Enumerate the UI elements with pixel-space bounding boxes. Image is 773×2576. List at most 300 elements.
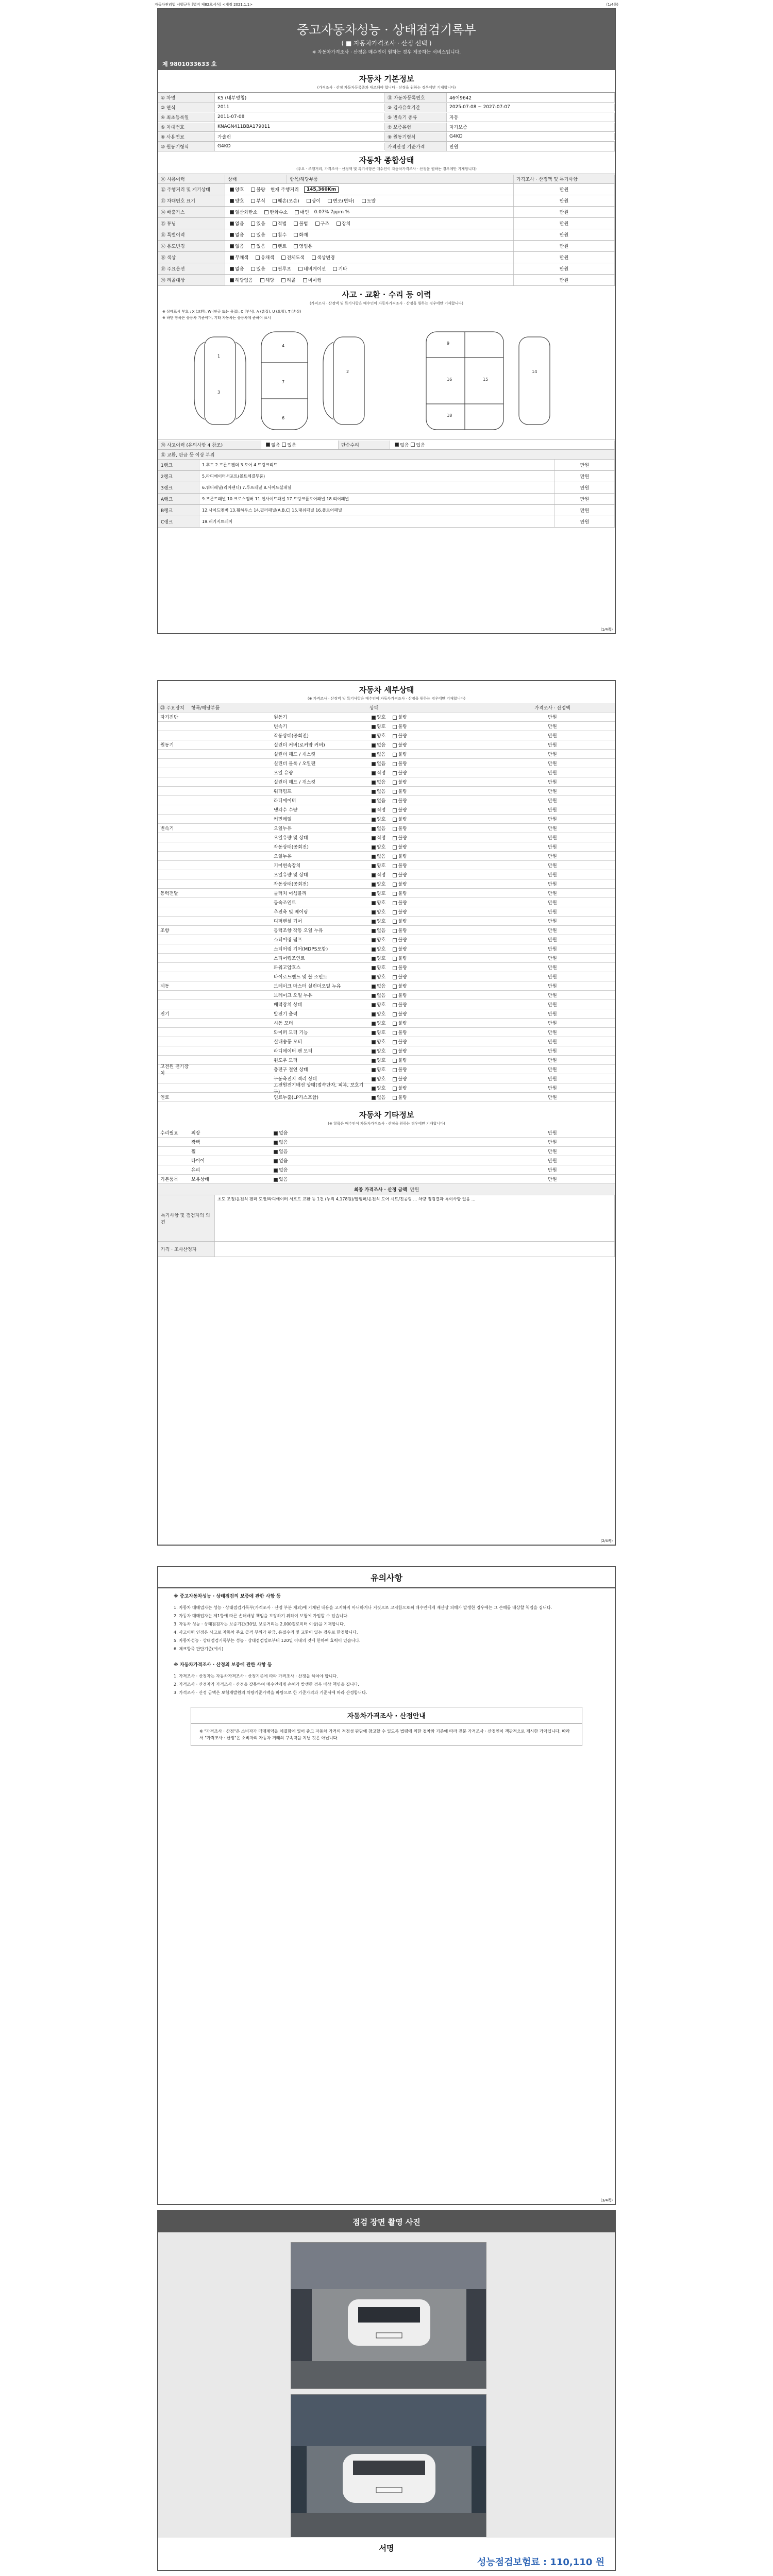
detail-row bbox=[158, 777, 615, 787]
other-price: 만원 bbox=[548, 1168, 557, 1173]
checkbox-icon[interactable] bbox=[298, 267, 303, 271]
detail-price: 만원 bbox=[548, 901, 557, 906]
checkbox-label: 있음 bbox=[256, 244, 265, 249]
checkbox-label: 렌트 bbox=[277, 244, 287, 249]
detail-state-alt: 불량 bbox=[398, 1040, 407, 1045]
checkbox-icon[interactable] bbox=[372, 892, 376, 896]
checkbox-icon[interactable] bbox=[372, 1059, 376, 1063]
other-group: 수리필요 bbox=[160, 1131, 178, 1136]
status-row-price: 만원 bbox=[514, 195, 615, 206]
checkbox-icon[interactable] bbox=[372, 1022, 376, 1026]
svg-text:9: 9 bbox=[447, 341, 450, 346]
status-row bbox=[158, 207, 615, 218]
other-row bbox=[158, 1165, 615, 1175]
rank-name: 1랭크 bbox=[158, 460, 199, 470]
checkbox-label: 썬루프 bbox=[277, 267, 291, 272]
checkbox-icon[interactable] bbox=[372, 1096, 376, 1100]
detail-item: 연료누출(LP가스포함) bbox=[274, 1095, 319, 1100]
detail-state-label: 없음 bbox=[377, 984, 386, 989]
detail-state bbox=[369, 843, 534, 850]
status-rows bbox=[158, 184, 615, 286]
checkbox-icon[interactable] bbox=[393, 762, 397, 766]
checkbox-icon[interactable] bbox=[312, 256, 316, 260]
detail-state-alt: 불량 bbox=[398, 919, 407, 924]
checkbox-icon[interactable] bbox=[274, 1131, 278, 1136]
checkbox-icon[interactable] bbox=[251, 244, 255, 248]
basic-info-value: 자가보증 bbox=[447, 123, 615, 131]
detail-state bbox=[369, 880, 534, 887]
checkbox-icon[interactable] bbox=[393, 845, 397, 850]
checkbox-icon[interactable] bbox=[372, 966, 376, 970]
checkbox-icon[interactable] bbox=[372, 799, 376, 803]
detail-state-alt: 불량 bbox=[398, 993, 407, 998]
detail-price: 만원 bbox=[548, 1040, 557, 1045]
rank-price: 만원 bbox=[555, 494, 615, 504]
checkbox-icon[interactable] bbox=[393, 1003, 397, 1007]
checkbox-icon[interactable] bbox=[230, 233, 234, 237]
other-row bbox=[158, 1147, 615, 1156]
checkbox-icon[interactable] bbox=[393, 1031, 397, 1035]
detail-rows bbox=[158, 713, 615, 1102]
svg-text:16: 16 bbox=[447, 377, 452, 382]
checkbox-icon[interactable] bbox=[230, 244, 234, 248]
checkbox-icon[interactable] bbox=[372, 873, 376, 877]
detail-state bbox=[369, 806, 534, 813]
checkbox-icon[interactable] bbox=[372, 734, 376, 738]
checkbox-icon[interactable] bbox=[274, 1141, 278, 1145]
checkbox-label: 전체도색 bbox=[287, 256, 305, 261]
checkbox-icon[interactable] bbox=[393, 753, 397, 757]
status-row-label: ⑲ 주요옵션 bbox=[158, 263, 225, 274]
detail-row bbox=[158, 1028, 615, 1037]
detail-price: 만원 bbox=[548, 938, 557, 943]
detail-price: 만원 bbox=[548, 1021, 557, 1026]
checkbox-icon[interactable] bbox=[251, 267, 255, 271]
other-state-label: 없음 bbox=[279, 1168, 288, 1173]
basic-info-label: ③ 검사유효기간 bbox=[385, 103, 447, 112]
checkbox-icon[interactable] bbox=[273, 233, 277, 237]
other-row bbox=[158, 1128, 615, 1138]
checkbox-icon[interactable] bbox=[393, 864, 397, 868]
detail-state bbox=[369, 1094, 534, 1100]
checkbox-icon[interactable] bbox=[372, 1003, 376, 1007]
checkbox-icon[interactable] bbox=[393, 1087, 397, 1091]
checkbox-icon[interactable] bbox=[264, 210, 268, 214]
notice-item: 2. 가격조사 · 산정자가 가격조사 · 산정을 잘못하여 매수인에게 손해가 발생한 경우 배상 책임을 집니다. bbox=[174, 1682, 359, 1687]
other-state bbox=[272, 1139, 534, 1145]
checkbox-icon[interactable] bbox=[266, 443, 270, 447]
checkbox-icon[interactable] bbox=[393, 873, 397, 877]
checkbox-icon[interactable] bbox=[337, 222, 341, 226]
rank-name: 3랭크 bbox=[158, 482, 199, 493]
checkbox-label: 해당없음 bbox=[235, 278, 253, 283]
checkbox-icon[interactable] bbox=[393, 827, 397, 831]
checkbox-icon[interactable] bbox=[372, 1077, 376, 1081]
form-title: 중고자동차성능 · 상태점검기록부 bbox=[297, 23, 476, 37]
checkbox-icon[interactable] bbox=[282, 443, 286, 447]
checkbox-icon[interactable] bbox=[256, 256, 260, 260]
checkbox-icon[interactable] bbox=[281, 278, 285, 282]
detail-state-alt: 불량 bbox=[398, 743, 407, 748]
checkbox-icon[interactable] bbox=[251, 222, 255, 226]
checkbox-icon[interactable] bbox=[393, 920, 397, 924]
checkbox-icon[interactable] bbox=[411, 443, 415, 447]
checkbox-icon[interactable] bbox=[251, 233, 255, 237]
checkbox-icon[interactable] bbox=[372, 716, 376, 720]
overall-status-subtitle: (주요 · 주행거리, 가격조사 · 산정액 및 특기사항은 매수인이 자동차가격조사 · 산정을 원하는 경우에만 기재합니다) bbox=[296, 167, 477, 171]
checkbox-icon[interactable] bbox=[393, 985, 397, 989]
checkbox-icon[interactable] bbox=[372, 920, 376, 924]
checkbox-icon[interactable] bbox=[230, 256, 234, 260]
checkbox-icon[interactable] bbox=[315, 222, 320, 226]
checkbox-icon[interactable] bbox=[372, 725, 376, 729]
checkbox-icon[interactable] bbox=[393, 1096, 397, 1100]
checkbox-icon[interactable] bbox=[372, 808, 376, 812]
checkbox-icon[interactable] bbox=[230, 210, 234, 214]
checkbox-icon[interactable] bbox=[333, 267, 337, 271]
checkbox-icon[interactable] bbox=[372, 827, 376, 831]
basic-info-label: ① 차명 bbox=[158, 93, 215, 102]
checkbox-label: 일산화탄소 bbox=[235, 210, 258, 215]
notice-item: 3. 가격조사 · 산정 금액은 보험개발원의 차량기준가액을 바탕으로 한 기준가격과 기준서에 따라 산정합니다. bbox=[174, 1690, 367, 1695]
detail-state bbox=[369, 982, 534, 989]
checkbox-icon[interactable] bbox=[274, 1168, 278, 1173]
checkbox-icon[interactable] bbox=[328, 199, 332, 203]
checkbox-icon[interactable] bbox=[372, 901, 376, 905]
checkbox-icon[interactable] bbox=[230, 199, 234, 203]
detail-state-alt: 불량 bbox=[398, 1067, 407, 1073]
checkbox-label: 양호 bbox=[235, 188, 244, 193]
checkbox-icon[interactable] bbox=[393, 855, 397, 859]
checkbox-icon[interactable] bbox=[393, 1049, 397, 1054]
detail-state-alt: 불량 bbox=[398, 799, 407, 804]
rank-parts: 5.라디에이터서포트(볼트체결부품) bbox=[199, 471, 555, 482]
checkbox-icon[interactable] bbox=[372, 1068, 376, 1072]
checkbox-icon[interactable] bbox=[273, 222, 277, 226]
checkbox-icon[interactable] bbox=[372, 864, 376, 868]
checkbox-icon[interactable] bbox=[294, 233, 298, 237]
detail-state-alt: 불량 bbox=[398, 863, 407, 869]
detail-state-label: 양호 bbox=[377, 1086, 386, 1091]
accident-title: 사고 · 교환 · 수리 등 이력 bbox=[342, 290, 431, 299]
checkbox-icon[interactable] bbox=[393, 734, 397, 738]
checkbox-icon[interactable] bbox=[393, 818, 397, 822]
rank-header-row bbox=[158, 450, 615, 460]
checkbox-icon[interactable] bbox=[393, 743, 397, 748]
detail-item: 오일 유량 bbox=[274, 771, 293, 776]
checkbox-icon[interactable] bbox=[372, 975, 376, 979]
checkbox-icon[interactable] bbox=[372, 1012, 376, 1016]
rank-price: 만원 bbox=[555, 460, 615, 470]
status-row-options bbox=[225, 195, 514, 206]
status-row-options bbox=[225, 252, 514, 263]
other-row bbox=[158, 1138, 615, 1147]
detail-group: 자기진단 bbox=[160, 715, 178, 720]
checkbox-icon[interactable] bbox=[274, 1178, 278, 1182]
detail-price: 만원 bbox=[548, 882, 557, 887]
checkbox-icon[interactable] bbox=[372, 771, 376, 775]
checkbox-icon[interactable] bbox=[372, 929, 376, 933]
checkbox-icon[interactable] bbox=[281, 256, 285, 260]
checkbox-label: 장치 bbox=[341, 222, 351, 227]
checkbox-icon[interactable] bbox=[273, 267, 277, 271]
detail-price: 만원 bbox=[548, 1049, 557, 1054]
checkbox-icon[interactable] bbox=[303, 278, 307, 282]
checkbox-icon[interactable] bbox=[294, 244, 298, 248]
status-row-label: ⑰ 용도변경 bbox=[158, 241, 225, 251]
checkbox-icon[interactable] bbox=[393, 957, 397, 961]
checkbox-label: 있음 bbox=[256, 233, 265, 238]
detail-group: 조향 bbox=[160, 928, 170, 934]
checkbox-icon[interactable] bbox=[251, 188, 255, 192]
checkbox-icon[interactable] bbox=[372, 781, 376, 785]
car-diagram-svg bbox=[158, 321, 615, 440]
detail-item: 라디에이터 bbox=[274, 799, 296, 804]
checkbox-label: 변조(변타) bbox=[332, 199, 355, 204]
detail-state bbox=[369, 1029, 534, 1036]
other-item: 외장 bbox=[191, 1131, 200, 1136]
checkbox-icon[interactable] bbox=[307, 199, 311, 203]
detail-price: 만원 bbox=[548, 854, 557, 859]
rank-name: 2랭크 bbox=[158, 471, 199, 482]
checkbox-icon[interactable] bbox=[393, 1059, 397, 1063]
checkbox-icon[interactable] bbox=[372, 947, 376, 952]
checkbox-icon[interactable] bbox=[393, 966, 397, 970]
detail-row bbox=[158, 1009, 615, 1019]
checkbox-icon[interactable] bbox=[393, 808, 397, 812]
detail-item: 구동축전지 격리 상태 bbox=[274, 1077, 317, 1082]
serial-number: 제 9801033633 호 bbox=[162, 61, 217, 67]
detail-state bbox=[369, 1020, 534, 1026]
page-2 bbox=[157, 680, 616, 1546]
detail-price: 만원 bbox=[548, 789, 557, 794]
detail-state bbox=[369, 992, 534, 998]
checkbox-label: 영업용 bbox=[299, 244, 313, 249]
checkbox-icon[interactable] bbox=[393, 799, 397, 803]
checkbox-icon[interactable] bbox=[393, 938, 397, 942]
checkbox-icon[interactable] bbox=[274, 1159, 278, 1163]
status-row bbox=[158, 195, 615, 207]
detail-state-label: 없음 bbox=[377, 799, 386, 804]
checkbox-icon[interactable] bbox=[230, 188, 234, 192]
detail-state bbox=[369, 1010, 534, 1017]
detail-state bbox=[369, 955, 534, 961]
checkbox-icon[interactable] bbox=[251, 199, 255, 203]
checkbox-icon[interactable] bbox=[372, 762, 376, 766]
page-1 bbox=[157, 8, 616, 634]
detail-item: 기어변속장치 bbox=[274, 863, 301, 869]
detail-item: 고전원전기배선 상태(접속단자, 피복, 보호기구) bbox=[274, 1082, 364, 1095]
checkbox-icon[interactable] bbox=[393, 947, 397, 952]
checkbox-icon[interactable] bbox=[372, 790, 376, 794]
checkbox-icon[interactable] bbox=[393, 1077, 397, 1081]
checkbox-label: 해당 bbox=[265, 278, 275, 283]
detail-item: 와이퍼 모터 기능 bbox=[274, 1030, 308, 1036]
checkbox-icon[interactable] bbox=[362, 199, 366, 203]
checkbox-label: 구조 bbox=[320, 222, 329, 227]
checkbox-icon[interactable] bbox=[230, 267, 234, 271]
checkbox-icon[interactable] bbox=[395, 443, 399, 447]
checkbox-icon[interactable] bbox=[230, 222, 234, 226]
detail-state-label: 양호 bbox=[377, 901, 386, 906]
svg-text:3: 3 bbox=[217, 390, 221, 395]
status-row-price: 만원 bbox=[514, 241, 615, 251]
detail-price: 만원 bbox=[548, 965, 557, 971]
detail-price: 만원 bbox=[548, 1030, 557, 1036]
checkbox-icon[interactable] bbox=[393, 716, 397, 720]
checkbox-icon[interactable] bbox=[393, 929, 397, 933]
checkbox-icon[interactable] bbox=[372, 1087, 376, 1091]
checkbox-icon[interactable] bbox=[372, 883, 376, 887]
detail-state-alt: 불량 bbox=[398, 1030, 407, 1036]
checkbox-icon[interactable] bbox=[372, 743, 376, 748]
detail-item: 작동상태(공회전) bbox=[274, 734, 309, 739]
detail-state-label: 적정 bbox=[377, 836, 386, 841]
accident-subtitle: (가격조사 · 산정액 및 특기사항은 매수인이 자동차가격조사 · 산정을 원하는 경우에만 기재합니다) bbox=[309, 301, 464, 306]
basic-info-value: 46어9642 bbox=[447, 93, 615, 102]
checkbox-icon[interactable] bbox=[393, 1040, 397, 1044]
detail-price: 만원 bbox=[548, 928, 557, 934]
detail-group: 연료 bbox=[160, 1095, 170, 1100]
basic-info-label: ② 연식 bbox=[158, 103, 215, 112]
detail-state-label: 없음 bbox=[377, 780, 386, 785]
basic-info-value: G4KD bbox=[447, 133, 615, 140]
checkbox-icon[interactable] bbox=[393, 725, 397, 729]
checkbox-icon[interactable] bbox=[393, 790, 397, 794]
checkbox-icon[interactable] bbox=[372, 957, 376, 961]
detail-state-label: 적정 bbox=[377, 873, 386, 878]
other-title: 자동차 기타정보 bbox=[359, 1110, 414, 1120]
rank-rows bbox=[158, 460, 615, 528]
detail-item: 작동상태(공회전) bbox=[274, 845, 309, 850]
car-outer-diagram bbox=[194, 332, 364, 430]
basic-info-value: 만원 bbox=[447, 142, 615, 151]
checkbox-icon[interactable] bbox=[372, 910, 376, 914]
detail-group: 고전원 전기장치 bbox=[160, 1064, 189, 1076]
basic-info-label: ⑥ 차대번호 bbox=[158, 123, 215, 131]
detail-row bbox=[158, 731, 615, 740]
checkbox-icon[interactable] bbox=[372, 836, 376, 840]
detail-state-alt: 불량 bbox=[398, 975, 407, 980]
basic-info-subtitle: (가격조사 · 산정 자동차등록증과 대조해야 합니다 · 산정을 원하는 경우에만 기재합니다) bbox=[317, 86, 456, 90]
detail-row bbox=[158, 750, 615, 759]
checkbox-icon[interactable] bbox=[372, 1049, 376, 1054]
detail-row bbox=[158, 981, 615, 991]
checkbox-icon[interactable] bbox=[372, 1040, 376, 1044]
checkbox-icon[interactable] bbox=[273, 244, 277, 248]
checkbox-icon[interactable] bbox=[393, 1012, 397, 1016]
checkbox-icon[interactable] bbox=[393, 994, 397, 998]
detail-state-label: 양호 bbox=[377, 1021, 386, 1026]
detail-item: 디퍼렌셜 기어 bbox=[274, 919, 303, 924]
detail-row bbox=[158, 1000, 615, 1009]
checkbox-icon[interactable] bbox=[372, 753, 376, 757]
detail-state-label: 없음 bbox=[377, 826, 386, 832]
detail-state-alt: 불량 bbox=[398, 734, 407, 739]
checkbox-icon[interactable] bbox=[393, 771, 397, 775]
checkbox-icon[interactable] bbox=[260, 278, 264, 282]
form-regulation-label: 자동차관리법 시행규칙 [별지 제82호서식] <개정 2021.1.1> bbox=[155, 3, 253, 7]
checkbox-icon[interactable] bbox=[274, 1150, 278, 1154]
detail-state-label: 양호 bbox=[377, 845, 386, 850]
detail-state bbox=[369, 732, 534, 739]
other-item: 유리 bbox=[191, 1168, 200, 1173]
checkbox-label: 상이 bbox=[311, 199, 321, 204]
checkbox-icon[interactable] bbox=[393, 1022, 397, 1026]
status-row-options bbox=[225, 275, 514, 285]
other-state bbox=[272, 1176, 534, 1182]
checkbox-icon[interactable] bbox=[295, 210, 299, 214]
detail-state-alt: 불량 bbox=[398, 901, 407, 906]
appraiser-row bbox=[158, 1242, 615, 1257]
checkbox-icon[interactable] bbox=[393, 910, 397, 914]
checkbox-icon[interactable] bbox=[372, 855, 376, 859]
checkbox-label: 색상변경 bbox=[316, 256, 335, 261]
detail-row bbox=[158, 991, 615, 1000]
detail-state bbox=[369, 945, 534, 952]
svg-text:14: 14 bbox=[532, 369, 537, 374]
detail-state-label: 양호 bbox=[377, 938, 386, 943]
detail-item: 파워고압호스 bbox=[274, 965, 301, 971]
status-row-options bbox=[225, 229, 514, 240]
detail-item: 발전기 출력 bbox=[274, 1012, 298, 1017]
rank-parts: 12.사이드멤버 13.휠하우스 14.필러패널(A,B,C) 15.대쉬패널 16.플로어패널 bbox=[199, 505, 555, 516]
checkbox-label: 적법 bbox=[277, 222, 287, 227]
checkbox-icon[interactable] bbox=[393, 883, 397, 887]
detail-row bbox=[158, 713, 615, 722]
checkbox-icon[interactable] bbox=[294, 222, 298, 226]
basic-info-title: 자동차 기본정보 bbox=[359, 74, 414, 83]
detail-state-alt: 불량 bbox=[398, 956, 407, 961]
detail-row bbox=[158, 852, 615, 861]
detail-state-label: 양호 bbox=[377, 715, 386, 720]
checkbox-icon[interactable] bbox=[230, 278, 234, 282]
checkbox-icon[interactable] bbox=[393, 1068, 397, 1072]
detail-row bbox=[158, 1065, 615, 1074]
checkbox-icon[interactable] bbox=[393, 781, 397, 785]
checkbox-icon[interactable] bbox=[393, 901, 397, 905]
detail-row bbox=[158, 889, 615, 898]
detail-price: 만원 bbox=[548, 743, 557, 748]
checkbox-icon[interactable] bbox=[393, 975, 397, 979]
checkbox-icon[interactable] bbox=[372, 985, 376, 989]
checkbox-icon[interactable] bbox=[372, 938, 376, 942]
detail-state-label: 없음 bbox=[377, 854, 386, 859]
checkbox-icon[interactable] bbox=[372, 818, 376, 822]
status-row-label: ⑭ 배출가스 bbox=[158, 207, 225, 217]
checkbox-icon[interactable] bbox=[273, 199, 277, 203]
status-col-parts: 항목/해당부품 bbox=[287, 175, 514, 183]
status-row-price: 만원 bbox=[514, 184, 615, 195]
detail-state-label: 양호 bbox=[377, 1012, 386, 1017]
checkbox-icon[interactable] bbox=[372, 1031, 376, 1035]
checkbox-icon[interactable] bbox=[372, 845, 376, 850]
accident-history-row bbox=[158, 440, 615, 450]
detail-state-alt: 불량 bbox=[398, 1095, 407, 1100]
detail-price: 만원 bbox=[548, 724, 557, 730]
detail-state-label: 양호 bbox=[377, 1030, 386, 1036]
detail-item: 변속기 bbox=[274, 724, 288, 730]
checkbox-icon[interactable] bbox=[393, 836, 397, 840]
status-row-options bbox=[225, 184, 514, 195]
checkbox-icon[interactable] bbox=[372, 994, 376, 998]
detail-state-label: 적정 bbox=[377, 808, 386, 813]
detail-item: 작동상태(공회전) bbox=[274, 882, 309, 887]
rank-row bbox=[158, 494, 615, 505]
checkbox-icon[interactable] bbox=[393, 892, 397, 896]
detail-state-alt: 불량 bbox=[398, 1077, 407, 1082]
rank-parts: 9.프론트패널 10.크로스멤버 11.인사이드패널 17.트렁크플로어패널 18.리어패널 bbox=[199, 494, 555, 504]
